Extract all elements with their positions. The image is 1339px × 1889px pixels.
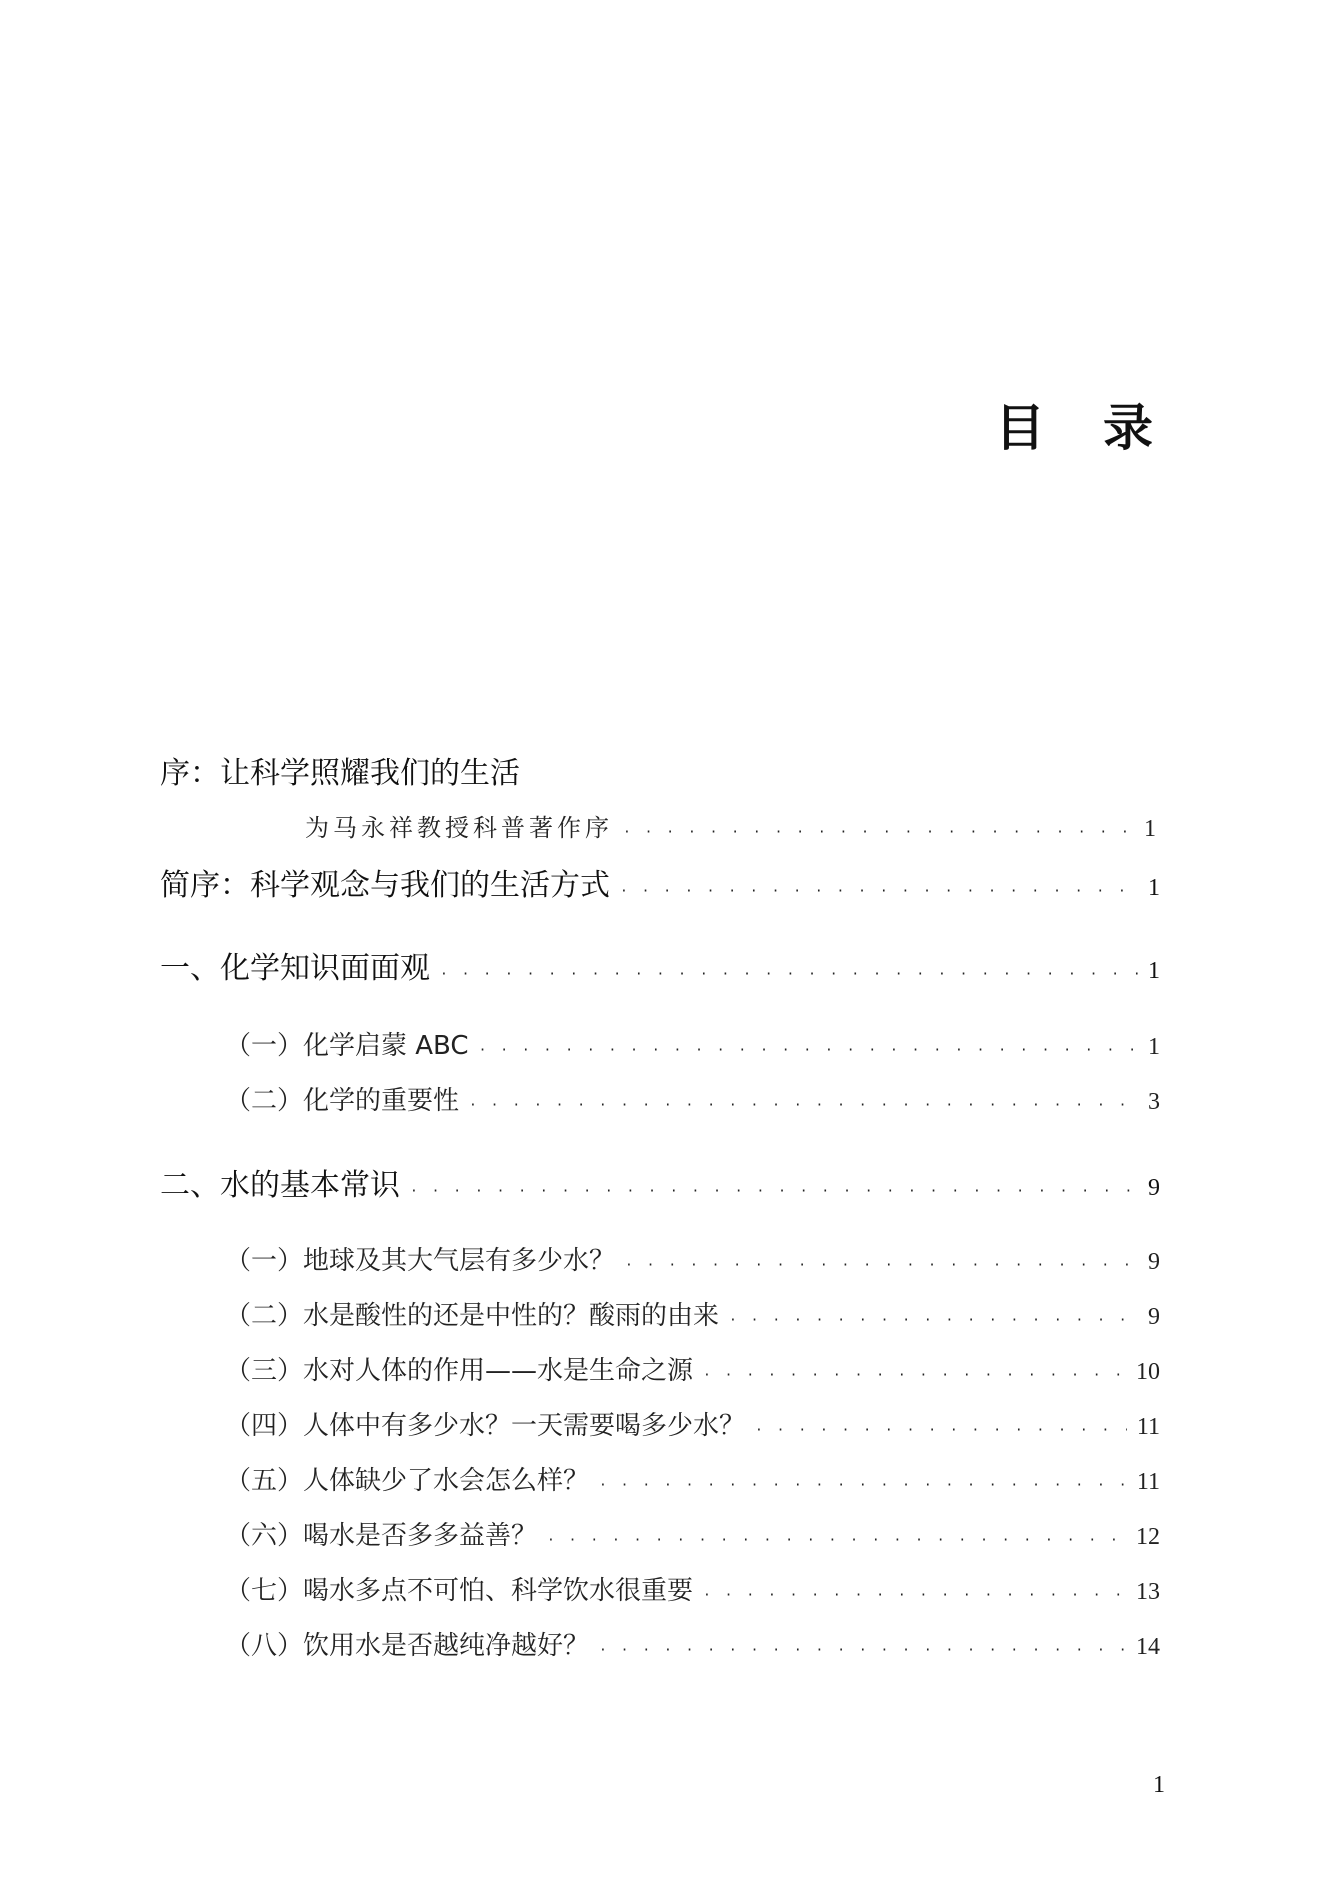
toc-entry[interactable] (225, 1025, 1160, 1062)
toc-entry-page-number: 1 (1144, 816, 1160, 842)
toc-entry-label: （二）化学的重要性 (225, 1086, 460, 1116)
toc-entry-label: （二）水是酸性的还是中性的？酸雨的由来 (225, 1301, 720, 1331)
toc-entry-label: （三）水对人体的作用——水是生命之源 (225, 1356, 694, 1386)
toc-entry-page-number: 10 (1136, 1359, 1160, 1385)
toc-entry[interactable] (225, 1570, 1160, 1607)
toc-entry-page-number: 3 (1148, 1089, 1160, 1115)
dot-leader (547, 1533, 1126, 1548)
dot-leader (599, 1478, 1127, 1493)
dot-leader (479, 1043, 1138, 1058)
toc-entry-page-number: 1 (1148, 1034, 1160, 1060)
toc-entry-page-number: 9 (1148, 1249, 1160, 1275)
toc-entry[interactable] (225, 1080, 1160, 1117)
dot-leader (703, 1368, 1126, 1383)
toc-entry-page-number: 12 (1136, 1524, 1160, 1550)
dot-leader (729, 1313, 1138, 1328)
toc-entry[interactable] (225, 1350, 1160, 1387)
toc-entry-label: 简序：科学观念与我们的生活方式 (160, 868, 610, 903)
toc-entry[interactable] (305, 808, 1160, 843)
toc-entry-label: （一）化学启蒙 ABC (225, 1031, 469, 1061)
page-title (995, 388, 1153, 460)
dot-leader (440, 967, 1138, 982)
toc-entry-label: （五）人体缺少了水会怎么样？ (225, 1466, 590, 1496)
page-number-footer: 1 (1153, 1772, 1165, 1798)
toc-entry[interactable] (225, 1240, 1160, 1277)
toc-entry[interactable] (225, 1625, 1160, 1662)
toc-entry-label: （七）喝水多点不可怕、科学饮水很重要 (225, 1576, 694, 1606)
toc-entry-page-number: 13 (1136, 1579, 1160, 1605)
toc-entry-page-number: 14 (1136, 1634, 1160, 1660)
toc-entry[interactable] (160, 860, 1160, 904)
toc-entry-page-number: 9 (1148, 1175, 1160, 1201)
toc-entry[interactable] (160, 748, 1160, 792)
title-char-1: 目 (995, 398, 1045, 457)
dot-leader (469, 1098, 1138, 1113)
dot-leader (620, 884, 1138, 899)
toc-entry-page-number: 9 (1148, 1304, 1160, 1330)
dot-leader (703, 1588, 1126, 1603)
toc-entry-page-number: 11 (1136, 1414, 1160, 1440)
toc-entry-label: （六）喝水是否多多益善？ (225, 1521, 538, 1551)
toc-entry-label: 为马永祥教授科普著作序 (305, 814, 613, 842)
toc-entry-label: （一）地球及其大气层有多少水？ (225, 1246, 616, 1276)
dot-leader (625, 1258, 1138, 1273)
toc-entry-page-number: 1 (1148, 958, 1160, 984)
toc-entry[interactable] (160, 1160, 1160, 1204)
toc-entry-label: （八）饮用水是否越纯净越好？ (225, 1631, 590, 1661)
toc-entry[interactable] (225, 1515, 1160, 1552)
toc-entry[interactable] (225, 1460, 1160, 1497)
dot-leader (755, 1423, 1127, 1438)
toc-entry-label: 一、化学知识面面观 (160, 951, 430, 986)
toc-entry-label: 序：让科学照耀我们的生活 (160, 756, 520, 791)
toc-entry[interactable] (160, 943, 1160, 987)
toc-entry[interactable] (225, 1405, 1160, 1442)
dot-leader (410, 1184, 1138, 1199)
toc-entry-page-number: 11 (1136, 1469, 1160, 1495)
dot-leader (623, 825, 1134, 840)
toc-entry-page-number: 1 (1148, 875, 1160, 901)
dot-leader (599, 1643, 1126, 1658)
toc-entry-label: 二、水的基本常识 (160, 1168, 400, 1203)
toc-entry[interactable] (225, 1295, 1160, 1332)
toc-entry-label: （四）人体中有多少水？一天需要喝多少水？ (225, 1411, 746, 1441)
title-char-2: 录 (1103, 398, 1153, 457)
